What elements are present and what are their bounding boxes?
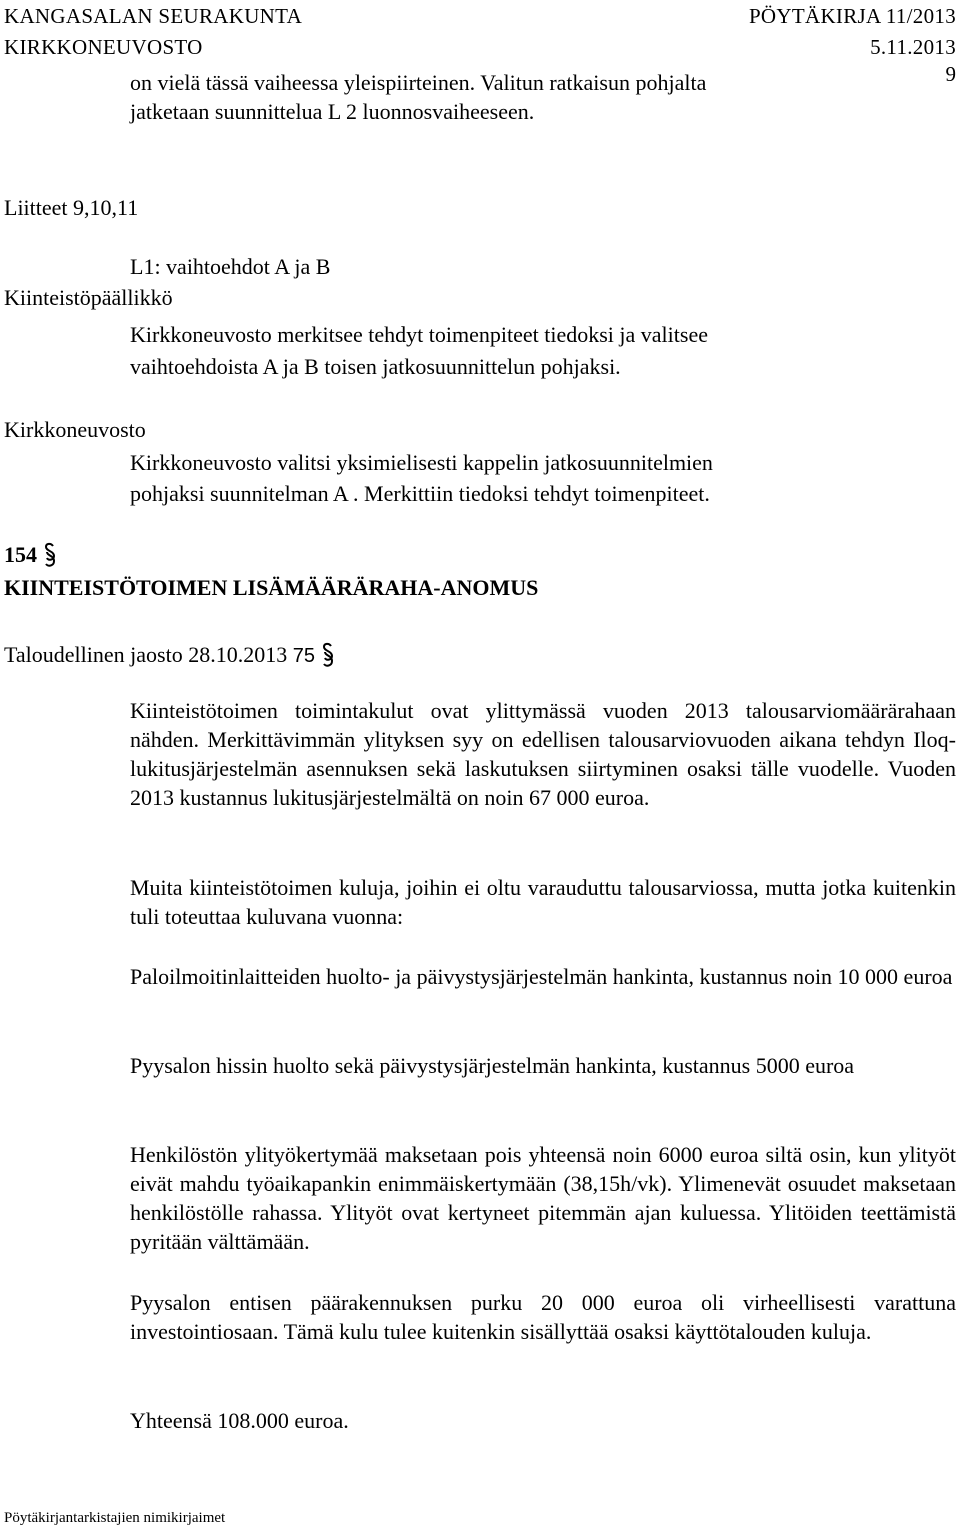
reference-number: 75	[292, 645, 315, 667]
attachments-item: L1: vaihtoehdot A ja B	[130, 254, 331, 279]
paragraph-5: Henkilöstön ylityökertymää maksetaan pois yhteensä noin 6000 euroa siltä osin, kun ylityöt eivät mahdu työaikapankin enimmäiskertymään (38,15h/vk). Ylimenevät osuudet maksetaan henkilöstölle rahassa. Ylityöt ovat kertyneet pitemmän ajan kuluessa. Ylitöiden teettämistä pyritään välttämään.	[130, 1142, 956, 1254]
reference-text: Taloudellinen jaosto 28.10.2013	[4, 642, 288, 667]
header-org: KANGASALAN SEURAKUNTA	[4, 4, 303, 28]
section-number-text: 154	[4, 542, 37, 567]
section-sign-icon	[321, 642, 335, 668]
section-number	[4, 542, 57, 568]
decision-line-2: pohjaksi suunnitelman A . Merkittiin tiedoksi tehdyt toimenpiteet.	[130, 481, 710, 506]
page-number: 9	[945, 62, 956, 86]
footer-initials: Pöytäkirjantarkistajien nimikirjaimet	[4, 1510, 226, 1526]
paragraph-2: Muita kiinteistötoimen kuluja, joihin ei oltu varauduttu talousarviossa, mutta jotka kuitenkin tuli toteuttaa kuluvana vuonna:	[130, 875, 956, 929]
header-date: 5.11.2013	[870, 35, 956, 59]
header-body: KIRKKONEUVOSTO	[4, 35, 203, 59]
proposal-line-2: vaihtoehdoista A ja B toisen jatkosuunnittelun pohjaksi.	[130, 354, 621, 379]
proposal-line-1: Kirkkoneuvosto merkitsee tehdyt toimenpiteet tiedoksi ja valitsee	[130, 322, 708, 347]
decision-label: Kirkkoneuvosto	[4, 417, 146, 442]
section-reference	[4, 640, 335, 671]
header-doc: PÖYTÄKIRJA 11/2013	[748, 4, 956, 28]
paragraph-3: Paloilmoitinlaitteiden huolto- ja päivystysjärjestelmän hankinta, kustannus noin 10 000 euroa	[130, 964, 953, 989]
intro-line-2: jatketaan suunnittelua L 2 luonnosvaiheeseen.	[130, 99, 535, 124]
attachments-label: Liitteet 9,10,11	[4, 195, 139, 220]
section-title: KIINTEISTÖTOIMEN LISÄMÄÄRÄRAHA-ANOMUS	[4, 575, 539, 600]
decision-line-1: Kirkkoneuvosto valitsi yksimielisesti kappelin jatkosuunnitelmien	[130, 450, 713, 475]
paragraph-1: Kiinteistötoimen toimintakulut ovat ylittymässä vuoden 2013 talousarviomäärärahaan nähden. Merkittävimmän ylityksen syy on edellisen talousarviovuoden aikana tehdyn Iloq-lukitusjärjestelmän asennuksen sekä laskutuksen siirtyminen osaksi tälle vuodelle. Vuoden 2013 kustannus lukitusjärjestelmältä on noin 67 000 euroa.	[130, 698, 956, 810]
intro-line-1: on vielä tässä vaiheessa yleispiirteinen. Valitun ratkaisun pohjalta	[130, 70, 707, 95]
paragraph-6: Pyysalon entisen päärakennuksen purku 20 000 euroa oli virheellisesti varattuna investointiosaan. Tämä kulu tulee kuitenkin sisällyttää osaksi käyttötalouden kuluja.	[130, 1290, 956, 1344]
paragraph-total: Yhteensä 108.000 euroa.	[130, 1408, 349, 1433]
proposal-label: Kiinteistöpäällikkö	[4, 285, 173, 310]
paragraph-4: Pyysalon hissin huolto sekä päivystysjärjestelmän hankinta, kustannus 5000 euroa	[130, 1053, 855, 1078]
section-sign-icon	[43, 542, 57, 568]
